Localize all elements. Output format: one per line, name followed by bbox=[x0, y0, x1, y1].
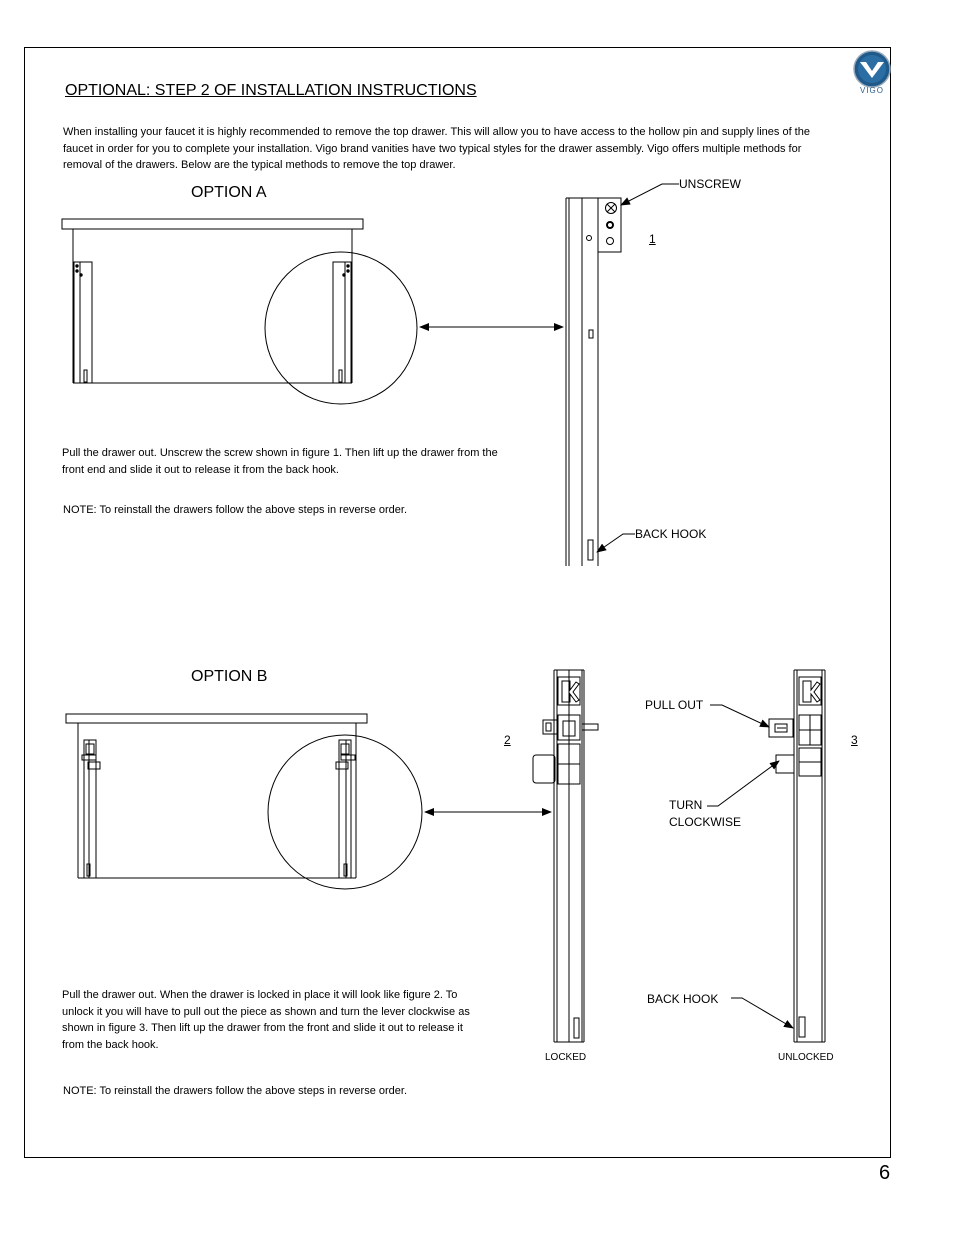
option-b-vanity-drawing bbox=[66, 714, 551, 889]
intro-line: When installing your faucet it is highly recommended to remove the top drawer. This will allow you to have access to the hollow pin and supply lines of the bbox=[63, 126, 810, 138]
logo-text: VIGO bbox=[860, 86, 885, 95]
callout-turn: TURN bbox=[669, 798, 703, 812]
callout-back-hook-b: BACK HOOK bbox=[647, 992, 719, 1006]
instruction-line: Pull the drawer out. Unscrew the screw shown in figure 1. Then lift up the drawer from the bbox=[62, 447, 498, 459]
instruction-line: front end and slide it out to release it from the back hook. bbox=[62, 463, 339, 476]
instruction-line: unlock it you will have to pull out the piece as shown and turn the lever clockwise as bbox=[62, 1005, 470, 1018]
instruction-line: Pull the drawer out. When the drawer is locked in place it will look like figure 2. To bbox=[62, 989, 458, 1001]
figure-2-locked-detail bbox=[533, 670, 598, 1042]
figure-3-number: 3 bbox=[851, 733, 858, 747]
intro-line: faucet in order for you to complete your installation. Vigo brand vanities have two typical styles for the drawer assembly. Vigo offers multiple methods for bbox=[63, 142, 802, 155]
intro-line: removal of the drawers. Below are the typical methods to remove the top drawer. bbox=[63, 159, 456, 171]
page-title: OPTIONAL: STEP 2 OF INSTALLATION INSTRUCTIONS bbox=[65, 82, 477, 99]
figure-2-number: 2 bbox=[504, 733, 511, 747]
instruction-line: shown in figure 3. Then lift up the drawer from the front and slide it out to release it bbox=[62, 1022, 463, 1034]
callout-back-hook-a: BACK HOOK bbox=[635, 527, 707, 541]
callout-clockwise: CLOCKWISE bbox=[669, 815, 742, 829]
option-b-heading: OPTION B bbox=[191, 668, 268, 685]
caption-unlocked: UNLOCKED bbox=[778, 1052, 834, 1063]
caption-locked: LOCKED bbox=[545, 1052, 587, 1063]
figure-1-detail bbox=[566, 184, 679, 566]
figure-1-number: 1 bbox=[649, 232, 656, 246]
option-a-note: NOTE: To reinstall the drawers follow the above steps in reverse order. bbox=[63, 504, 408, 516]
option-a-vanity-drawing bbox=[62, 219, 563, 404]
callout-unscrew: UNSCREW bbox=[679, 177, 741, 191]
option-b-note: NOTE: To reinstall the drawers follow the above steps in reverse order. bbox=[63, 1085, 408, 1097]
option-a-heading: OPTION A bbox=[191, 184, 267, 201]
figure-3-unlocked-detail bbox=[707, 670, 825, 1042]
callout-pull-out: PULL OUT bbox=[645, 698, 704, 712]
instruction-line: from the back hook. bbox=[62, 1038, 159, 1051]
page-number: 6 bbox=[879, 1162, 891, 1184]
